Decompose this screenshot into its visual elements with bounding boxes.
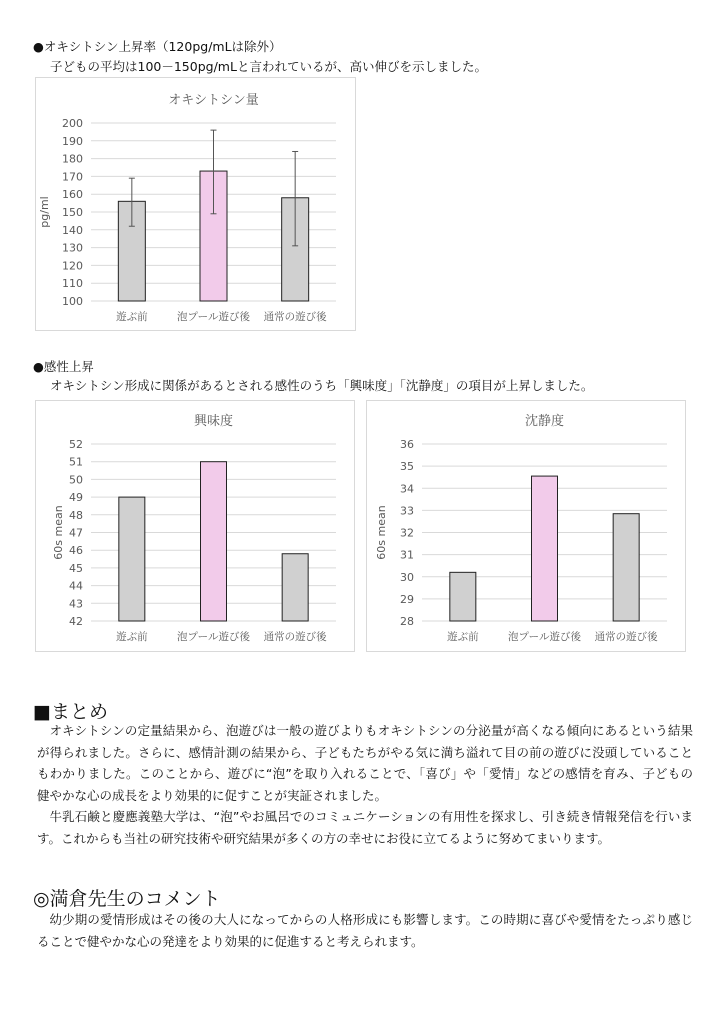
y-tick-label: 180 [62,152,83,166]
bar [450,572,476,621]
summary-paragraph-2: 牛乳石鹸と慶應義塾大学は、“泡”やお風呂でのコミュニケーションの有用性を探求し、引き続き情報発信を行います。これからも当社の研究技術や研究結果が多くの方の幸せにお役に立てるように努めてまいります。 [37,809,693,846]
oxytocin-section-note: 子どもの平均は100－150pg/mLと言われているが、高い伸びを示しました。 [50,59,487,74]
y-tick-label: 33 [400,504,414,518]
y-tick-label: 49 [69,491,83,505]
summary-heading: ■まとめ [33,701,108,723]
y-tick-label: 46 [69,544,83,558]
bar [201,462,227,621]
y-tick-label: 32 [400,526,414,540]
chart-title: オキシトシン量 [168,93,259,108]
y-tick-label: 43 [69,597,83,611]
category-label: 通常の遊び後 [263,631,327,643]
calmness-chart-svg [367,401,685,651]
category-label: 遊ぶ前 [116,631,148,643]
interest-chart [35,400,355,652]
y-tick-label: 30 [400,570,414,584]
y-tick-label: 52 [69,438,83,451]
y-tick-label: 50 [69,473,83,487]
y-tick-label: 31 [400,548,414,562]
chart-title: 沈静度 [524,414,565,429]
oxytocin-section-heading: ●オキシトシン上昇率（120pg/mLは除外） [33,39,282,54]
category-label: 通常の遊び後 [594,631,658,643]
calmness-chart [366,400,686,652]
y-tick-label: 110 [62,277,83,291]
y-tick-label: 34 [400,482,414,496]
y-tick-label: 170 [62,170,83,184]
summary-paragraph-1: オキシトシンの定量結果から、泡遊びは一般の遊びよりもオキシトシンの分泌量が高くなる傾向にあるという結果が得られました。さらに、感情計測の結果から、子どもたちがやる気に満ち溢れて目の前の遊びに没頭していることもわかりました。このことから、遊びに“泡”を取り入れることで、「喜び」や「愛情」などの感情を育み、子どもの健やかな心の成長をより効果的に促すことが実証されました。 [37,723,693,803]
category-label: 泡プール遊び後 [177,631,250,643]
y-tick-label: 36 [400,438,414,451]
chart-title: 興味度 [193,414,234,429]
bar [119,497,145,621]
bar [282,554,308,621]
bar [532,476,558,621]
y-tick-label: 140 [62,223,83,237]
comment-paragraph-1: 幼少期の愛情形成はその後の大人になってからの人格形成にも影響します。この時期に喜びや愛情をたっぷり感じることで健やかな心の発達をより効果的に促進すると考えられます。 [37,912,693,949]
sensibility-section-note: オキシトシン形成に関係があるとされる感性のうち「興味度」「沈静度」の項目が上昇しました。 [50,378,594,393]
oxytocin-chart-svg [36,78,355,330]
summary-body [37,720,693,849]
y-tick-label: 190 [62,134,83,148]
interest-chart-svg [36,401,354,651]
category-label: 通常の遊び後 [263,311,327,323]
comment-heading: ◎満倉先生のコメント [33,888,221,910]
y-tick-label: 200 [62,117,83,130]
y-tick-label: 150 [62,206,83,219]
y-tick-label: 160 [62,188,83,202]
sensibility-section-heading: ●感性上昇 [33,359,94,374]
y-tick-label: 35 [400,460,414,474]
y-axis-label: 60s mean [52,505,65,560]
oxytocin-chart [35,77,356,331]
y-axis-label: 60s mean [375,505,388,560]
y-tick-label: 42 [69,615,83,628]
comment-body [37,909,693,952]
y-axis-label: pg/ml [38,196,51,228]
bar [613,514,639,621]
y-tick-label: 45 [69,561,83,575]
y-tick-label: 51 [69,455,83,469]
category-label: 遊ぶ前 [116,311,148,323]
category-label: 遊ぶ前 [447,631,479,643]
y-tick-label: 100 [62,295,83,308]
y-tick-label: 28 [400,615,414,628]
y-tick-label: 130 [62,241,83,255]
y-tick-label: 44 [69,579,83,593]
y-tick-label: 29 [400,592,414,606]
y-tick-label: 48 [69,508,83,522]
category-label: 泡プール遊び後 [508,631,581,643]
y-tick-label: 47 [69,526,83,540]
y-tick-label: 120 [62,259,83,273]
category-label: 泡プール遊び後 [177,311,250,323]
